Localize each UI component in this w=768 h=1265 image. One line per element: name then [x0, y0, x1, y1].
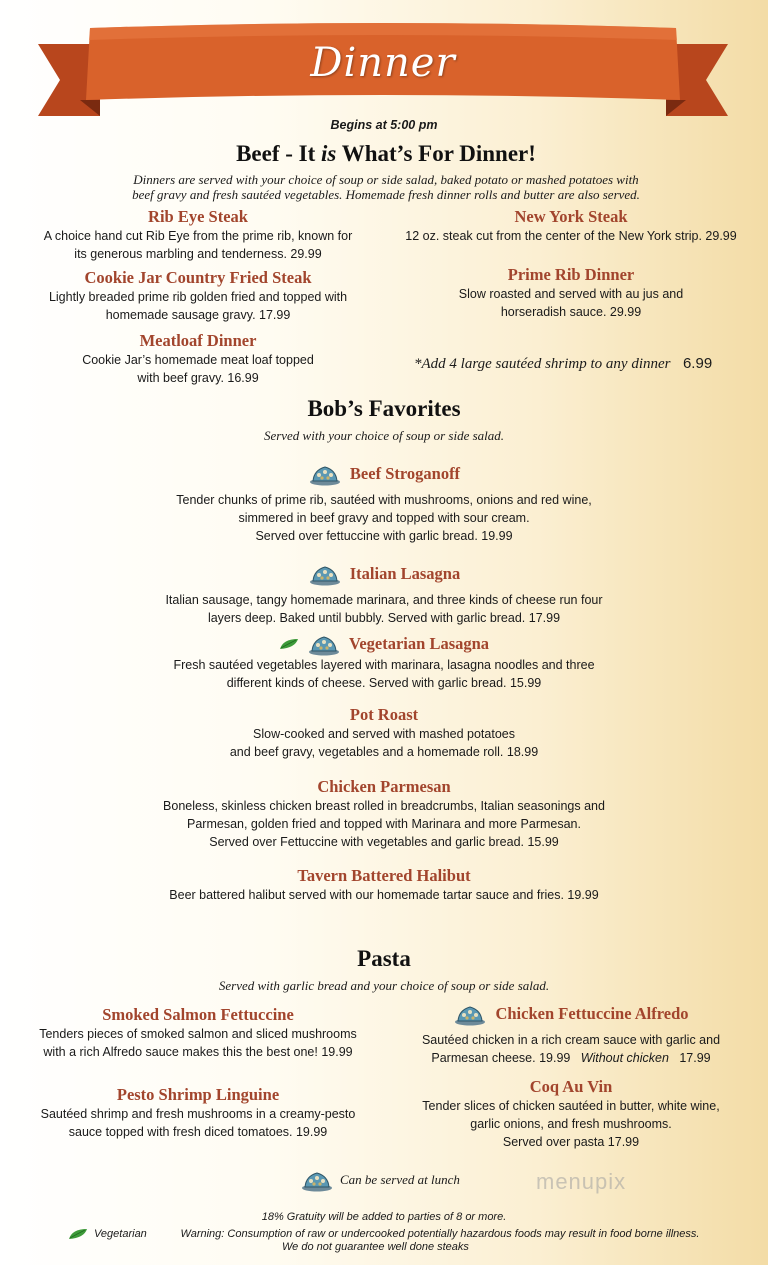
- lunch-jar-icon: [308, 562, 342, 586]
- dish-desc: A choice hand cut Rib Eye from the prime rib, known for its generous marbling and tenderness. 29.99: [43, 229, 353, 261]
- warning-note: [160, 1228, 720, 1254]
- dish-name: Rib Eye Steak: [148, 207, 248, 226]
- vegetarian-legend-text: Vegetarian: [94, 1228, 147, 1240]
- beef-heading-pre: Beef - It: [236, 141, 322, 166]
- menu-item: [100, 705, 668, 761]
- dish-name: Vegetarian Lasagna: [348, 634, 490, 653]
- dish-name: Smoked Salmon Fettuccine: [102, 1005, 294, 1024]
- addon-price: 6.99: [682, 355, 713, 372]
- dish-name: Pot Roast: [349, 705, 419, 724]
- addon-text: *Add 4 large sautéed shrimp to any dinner: [414, 356, 671, 372]
- dish-desc: Boneless, skinless chicken breast rolled in breadcrumbs, Italian seasonings and Parmesan, golden fried and topped with Marinara and more Parmesan. Served over Fettuccine with vegetables and garlic bread. 15.99: [163, 799, 605, 849]
- dish-desc: 12 oz. steak cut from the center of the New York strip. 29.99: [405, 229, 737, 243]
- dish-desc: Sautéed chicken in a rich cream sauce with garlic and Parmesan cheese. 19.99 Without chicken 17.99: [421, 1033, 721, 1065]
- menu-item: [400, 207, 742, 245]
- beef-heading-post: What’s For Dinner!: [336, 141, 536, 166]
- vegetarian-leaf-icon: [68, 1228, 88, 1240]
- banner-title: Dinner: [310, 40, 456, 86]
- menu-item: [28, 1005, 368, 1061]
- menu-item: [100, 777, 668, 851]
- menu-item: [400, 1002, 742, 1067]
- dish-name: Tavern Battered Halibut: [297, 866, 471, 885]
- lunch-legend-text: Can be served at lunch: [340, 1172, 460, 1187]
- dish-desc: Slow-cooked and served with mashed potatoes and beef gravy, vegetables and a homemade roll. 18.99: [229, 727, 539, 759]
- dish-name: Prime Rib Dinner: [507, 265, 635, 284]
- dish-desc: Fresh sautéed vegetables layered with marinara, lasagna noodles and three different kinds of cheese. Served with garlic bread. 15.99: [173, 658, 595, 690]
- dish-name: New York Steak: [514, 207, 628, 226]
- vegetarian-leaf-icon: [279, 638, 299, 650]
- lunch-jar-icon: [307, 632, 341, 656]
- lunch-jar-icon: [308, 462, 342, 486]
- menu-item: [28, 207, 368, 263]
- menupix-watermark: menupix: [536, 1169, 627, 1194]
- dish-name: Cookie Jar Country Fried Steak: [84, 268, 312, 287]
- dish-name: Chicken Fettuccine Alfredo: [495, 1004, 689, 1023]
- dish-name: Meatloaf Dinner: [139, 331, 257, 350]
- pasta-subtitle: Served with garlic bread and your choice of soup or side salad.: [218, 978, 550, 993]
- dish-name: Chicken Parmesan: [317, 777, 451, 796]
- dish-name: Coq Au Vin: [529, 1077, 613, 1096]
- dish-desc: Cookie Jar’s homemade meat loaf topped with beef gravy. 16.99: [82, 353, 314, 385]
- menu-item: [28, 1085, 368, 1141]
- begins-time: Begins at 5:00 pm: [330, 118, 438, 132]
- beef-heading: [0, 141, 768, 167]
- favorites-subtitle: Served with your choice of soup or side salad.: [263, 428, 505, 443]
- menu-item: [100, 866, 668, 904]
- dish-desc: Lightly breaded prime rib golden fried and topped with homemade sausage gravy. 17.99: [48, 290, 348, 322]
- dish-desc: Sautéed shrimp and fresh mushrooms in a creamy-pesto sauce topped with fresh diced tomatoes. 19.99: [40, 1107, 356, 1139]
- beef-heading-em: is: [321, 141, 337, 166]
- steaks-text: We do not guarantee well done steaks: [282, 1241, 469, 1253]
- menu-item: [400, 1077, 742, 1151]
- dish-desc: Beer battered halibut served with our homemade tartar sauce and fries. 19.99: [169, 888, 599, 902]
- dish-desc: Italian sausage, tangy homemade marinara, and three kinds of cheese run four layers deep. Baked until bubbly. Served with garlic bread. 17.99: [165, 593, 603, 625]
- menu-item: [28, 331, 368, 387]
- beef-intro-line: Dinners are served with your choice of soup or side salad, baked potato or mashed potatoes with: [133, 172, 639, 187]
- menu-item: [100, 632, 668, 692]
- dish-desc: Tenders pieces of smoked salmon and sliced mushrooms with a rich Alfredo sauce makes this the best one! 19.99: [39, 1027, 357, 1059]
- beef-intro: [60, 172, 712, 202]
- gratuity-note: 18% Gratuity will be added to parties of 8 or more.: [261, 1211, 507, 1223]
- menu-item: [400, 265, 742, 321]
- dish-desc: Tender slices of chicken sautéed in butter, white wine, garlic onions, and fresh mushrooms. Served over pasta 17.99: [422, 1099, 720, 1149]
- beef-intro-line: beef gravy and fresh sautéed vegetables. Homemade fresh dinner rolls and butter are also served.: [132, 187, 640, 202]
- dish-name: Pesto Shrimp Linguine: [116, 1085, 280, 1104]
- menu-item: [100, 562, 668, 627]
- menu-item: [100, 462, 668, 545]
- dish-name: Italian Lasagna: [349, 564, 461, 583]
- favorites-heading: Bob’s Favorites: [307, 396, 461, 421]
- dish-desc: Slow roasted and served with au jus and horseradish sauce. 29.99: [458, 287, 684, 319]
- pasta-heading: Pasta: [357, 946, 411, 971]
- dinner-banner: [38, 20, 728, 130]
- dish-name: Beef Stroganoff: [349, 464, 461, 483]
- warning-text: Warning: Consumption of raw or undercooked potentially hazardous foods may result in food borne illness.: [180, 1228, 700, 1240]
- menu-item: [28, 268, 368, 324]
- dish-desc: Tender chunks of prime rib, sautéed with mushrooms, onions and red wine, simmered in beef gravy and topped with sour cream. Served over fettuccine with garlic bread. 19.99: [176, 493, 592, 543]
- lunch-jar-icon: [300, 1168, 334, 1192]
- lunch-jar-icon: [453, 1002, 487, 1026]
- shrimp-addon: [414, 355, 712, 373]
- vegetarian-legend: [68, 1228, 147, 1240]
- lunch-legend: [300, 1168, 460, 1192]
